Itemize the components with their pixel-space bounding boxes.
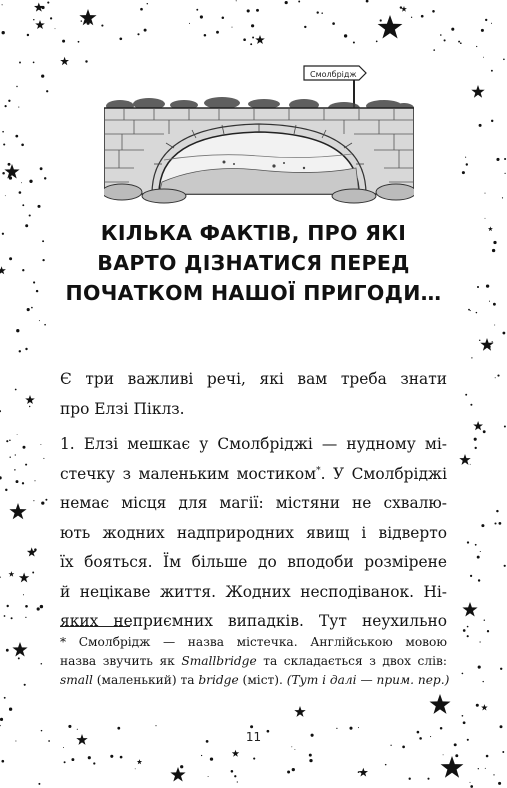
star-dot [252,37,254,39]
star-dot [287,771,290,774]
star-dot [17,434,18,435]
star-dot [475,447,477,449]
star-dot [493,303,496,306]
star-dot [27,34,29,36]
star-dot [462,673,464,675]
star-dot [0,725,1,726]
star-dot [505,173,506,174]
star-dot [46,90,48,92]
star-dot [489,301,490,302]
star-dot [2,172,5,175]
star-dot [496,510,498,512]
star-dot [451,28,454,31]
sign-text: Смолбрідж [310,70,357,79]
star-dot [9,708,12,711]
star-dot [504,158,506,160]
star-dot [427,778,429,780]
star-dot [292,768,295,771]
star-dot [499,522,502,525]
star-dot [390,745,391,746]
star-dot [504,565,506,567]
star-dot [16,86,17,87]
star-dot [93,762,95,764]
star-dot [433,49,435,51]
star-dot [43,458,44,459]
star-dot [0,718,3,721]
star-dot [119,37,122,40]
text-line: стечку з маленьким мостиком*. У Смолбріджі [60,464,448,483]
text-line: яких неприємних випадків. Тут неухильно [60,612,447,630]
star-dot [22,482,24,484]
star-dot [474,438,477,441]
star-dot [18,657,20,659]
star-dot [0,577,1,578]
star-dot [2,4,3,5]
star-dot [5,195,6,196]
star-icon [34,3,44,12]
star-dot [402,746,405,749]
star-dot [458,41,460,43]
star-dot [4,615,6,617]
star-dot [502,197,503,198]
star-dot [503,58,505,60]
star-dot [470,310,471,311]
star-icon [12,642,27,657]
star-dot [7,605,9,607]
star-dot [137,33,139,35]
star-dot [34,480,35,481]
star-dot [250,725,253,728]
star-dot [479,124,482,127]
star-icon [0,266,6,274]
star-dot [467,541,469,543]
star-dot [411,17,412,18]
star-dot [485,768,486,769]
star-dot [3,143,5,145]
star-dot [470,464,471,465]
star-icon [25,395,35,404]
star-icon [473,421,483,430]
star-dot [481,29,484,32]
star-dot [500,725,503,728]
star-icon [170,767,185,782]
heading-line: ВАРТО ДІЗНАТИСЯ ПЕРЕД [97,251,410,275]
star-dot [63,747,64,748]
star-dot [29,406,30,407]
star-dot [353,41,355,43]
star-dot [358,727,359,728]
star-dot [470,404,472,406]
chapter-heading [60,218,447,308]
star-dot [33,500,34,501]
star-dot [101,25,103,27]
star-dot [494,522,496,524]
star-dot [19,191,22,194]
star-dot [502,751,504,753]
star-dot [41,501,44,504]
star-dot [504,425,506,427]
star-dot [481,524,484,527]
star-dot [502,332,505,335]
star-dot [478,768,479,769]
star-dot [42,240,44,242]
star-dot [470,785,473,788]
star-dot [85,60,87,62]
star-dot [493,241,496,244]
heading-line: ПОЧАТКОМ НАШОЇ ПРИГОДИ… [65,281,442,305]
star-dot [64,761,66,763]
star-dot [24,684,26,686]
star-dot [88,756,91,759]
star-dot [471,357,472,358]
star-dot [208,776,209,777]
star-dot [321,12,323,14]
star-dot [25,605,28,608]
star-dot [251,24,254,27]
star-dot [470,782,471,783]
star-dot [45,499,47,501]
star-dot [484,619,485,620]
star-dot [460,42,462,44]
star-dot [400,6,402,8]
star-dot [485,193,486,194]
text-line: про Елзі Піклз. [60,399,185,418]
page-number: 11 [245,730,262,744]
star-icon [4,164,19,179]
star-dot [6,649,9,652]
star-dot [15,389,17,391]
star-dot [42,259,44,261]
star-dot [14,469,15,470]
star-dot [493,774,494,775]
star-dot [494,325,495,326]
star-dot [432,10,435,13]
star-dot [477,286,479,288]
star-dot [256,9,259,12]
star-dot [9,176,12,179]
star-dot [44,177,46,179]
star-dot [120,756,123,759]
star-dot [466,163,468,165]
text-line: немає місця для магії: містяни не схвалю- [60,494,447,512]
star-dot [495,377,496,378]
footnote-line: small (маленький) та bridge (міст). (Тут і далі — прим. пер.) [60,673,450,687]
star-dot [2,31,5,34]
text-line: Є три важливі речі, які вам треба знати [60,370,447,388]
star-dot [140,8,143,11]
star-icon [19,573,29,583]
text-line: 1. Елзі мешкає у Смолбріджі — нудному мі- [60,435,447,453]
star-dot [144,29,147,32]
star-dot [483,681,484,682]
star-icon [462,602,477,617]
star-dot [491,23,492,24]
star-icon [481,704,488,710]
star-icon [459,454,470,465]
star-dot [298,1,300,3]
star-dot [478,579,480,581]
star-dot [344,34,347,37]
star-dot [485,19,487,21]
star-dot [491,70,493,72]
star-dot [19,350,21,352]
star-dot [483,430,486,433]
bridge-illustration [104,64,414,204]
star-dot [201,755,202,756]
star-dot [40,444,41,445]
star-dot [476,46,477,47]
star-dot [0,476,2,479]
star-dot [33,19,34,20]
star-dot [15,135,18,138]
star-icon [232,750,239,757]
star-dot [486,755,489,758]
star-icon [9,571,15,577]
star-dot [31,307,33,309]
footnote-marker: * [316,465,321,476]
star-dot [485,218,486,219]
star-dot [2,131,4,133]
star-icon [9,503,26,519]
star-dot [440,34,442,36]
star-dot [15,454,16,455]
star-dot [21,143,24,146]
star-dot [36,290,38,292]
star-icon [294,706,305,717]
star-dot [409,778,411,780]
star-dot [497,375,499,377]
star-dot [5,489,7,491]
star-dot [247,9,250,12]
star-dot [475,544,477,546]
star-dot [44,324,46,326]
star-dot [236,0,237,1]
star-dot [253,758,255,760]
star-dot [483,57,484,58]
star-dot [487,630,489,632]
star-icon [471,85,484,98]
star-dot [155,725,156,726]
star-dot [27,308,30,311]
star-dot [78,41,80,43]
star-dot [492,249,495,252]
star-dot [55,28,56,29]
star-dot [37,205,40,208]
star-dot [380,19,382,21]
star-dot [210,757,213,760]
star-dot [332,22,335,25]
star-dot [476,704,479,707]
star-dot [443,754,444,755]
star-dot [25,464,27,466]
star-dot [25,348,27,350]
star-dot [317,11,319,13]
star-dot [37,607,40,610]
star-dot [40,167,43,170]
star-dot [32,572,34,574]
star-dot [468,309,470,311]
star-dot [479,340,480,341]
star-dot [477,556,480,559]
paragraph-intro [60,365,447,424]
text-line: й нецікаве життя. Жодних несподіванок. Ні- [60,582,447,601]
star-dot [376,41,378,43]
star-icon [480,338,493,351]
star-dot [421,15,424,18]
star-icon [430,694,451,714]
star-dot [294,749,295,750]
star-dot [476,312,477,313]
star-dot [110,755,113,758]
star-dot [29,214,31,216]
star-dot [366,0,369,2]
star-icon [401,6,407,12]
star-dot [498,782,501,785]
star-dot [81,20,82,21]
star-dot [231,770,234,773]
star-icon [378,15,403,39]
star-dot [0,410,1,412]
star-dot [22,204,24,206]
star-dot [22,269,24,271]
star-dot [304,26,306,28]
star-dot [21,182,22,183]
star-dot [480,551,481,552]
star-dot [40,605,43,608]
star-dot [29,180,32,183]
star-icon [137,759,142,764]
star-dot [480,641,481,642]
star-dot [135,768,136,769]
star-dot [455,754,458,757]
star-dot [9,257,12,260]
footnote-line: назва звучить як Smallbridge та складається з двох слів: [60,654,447,668]
star-dot [18,107,19,108]
star-dot [285,1,288,4]
star-dot [71,758,74,761]
star-dot [2,233,4,235]
star-dot [147,3,148,4]
star-dot [5,105,7,107]
star-dot [478,666,481,669]
star-dot [34,548,37,551]
text-line: їх бояться. Їм більше до вподоби розмірене [60,553,447,571]
star-dot [232,27,233,28]
star-dot [309,754,312,757]
star-dot [234,775,236,777]
star-dot [250,43,252,45]
text-line: ють жодних надприродних явищ і відверто [60,523,447,542]
star-dot [180,765,183,768]
star-dot [243,38,246,41]
star-dot [470,575,472,577]
star-dot [465,394,467,396]
star-dot [492,341,493,342]
star-icon [35,20,45,29]
star-dot [6,440,8,442]
star-dot [9,456,10,457]
star-dot [467,635,469,637]
star-dot [462,715,464,717]
star-dot [385,764,387,766]
star-icon [255,35,265,44]
star-dot [23,446,26,449]
star-dot [16,329,19,332]
star-dot [41,74,44,77]
star-dot [196,9,198,11]
star-dot [9,439,11,441]
star-dot [309,759,312,762]
star-dot [488,346,490,348]
star-dot [462,171,465,174]
star-dot [33,62,35,64]
heading-line: КІЛЬКА ФАКТІВ, ПРО ЯКІ [100,221,407,245]
star-dot [11,617,13,619]
star-dot [50,17,52,19]
star-dot [336,728,337,729]
star-dot [4,697,6,699]
star-dot [47,2,49,4]
star-dot [25,224,28,227]
star-dot [216,31,219,34]
star-dot [41,663,43,665]
star-dot [204,34,207,37]
footnote-line: * Смолбрідж — назва містечка. Англійською мовою [60,635,447,649]
star-dot [19,62,21,64]
star-dot [467,626,469,628]
star-icon [441,756,464,778]
star-dot [491,120,493,122]
star-dot [222,17,225,20]
star-dot [291,746,292,747]
star-dot [463,721,466,724]
footnote-divider [60,626,130,627]
star-dot [465,157,466,158]
star-dot [39,320,40,321]
star-dot [1,760,4,763]
star-dot [68,725,71,728]
star-dot [62,40,65,43]
footnote [60,633,450,690]
star-dot [500,668,502,670]
star-dot [16,480,19,483]
star-dot [87,22,90,25]
star-dot [33,281,35,283]
paragraph-fact-one [60,430,447,637]
star-dot [444,39,446,41]
star-dot [25,617,26,618]
star-dot [8,163,11,166]
star-icon [359,768,368,777]
star-dot [486,284,489,287]
star-dot [463,629,466,632]
star-dot [237,781,238,782]
star-icon [488,226,493,231]
star-dot [23,594,24,595]
star-dot [496,158,499,161]
star-dot [189,23,190,24]
star-dot [8,100,10,102]
star-dot [38,783,40,785]
star-icon [60,57,69,65]
star-dot [200,15,203,18]
